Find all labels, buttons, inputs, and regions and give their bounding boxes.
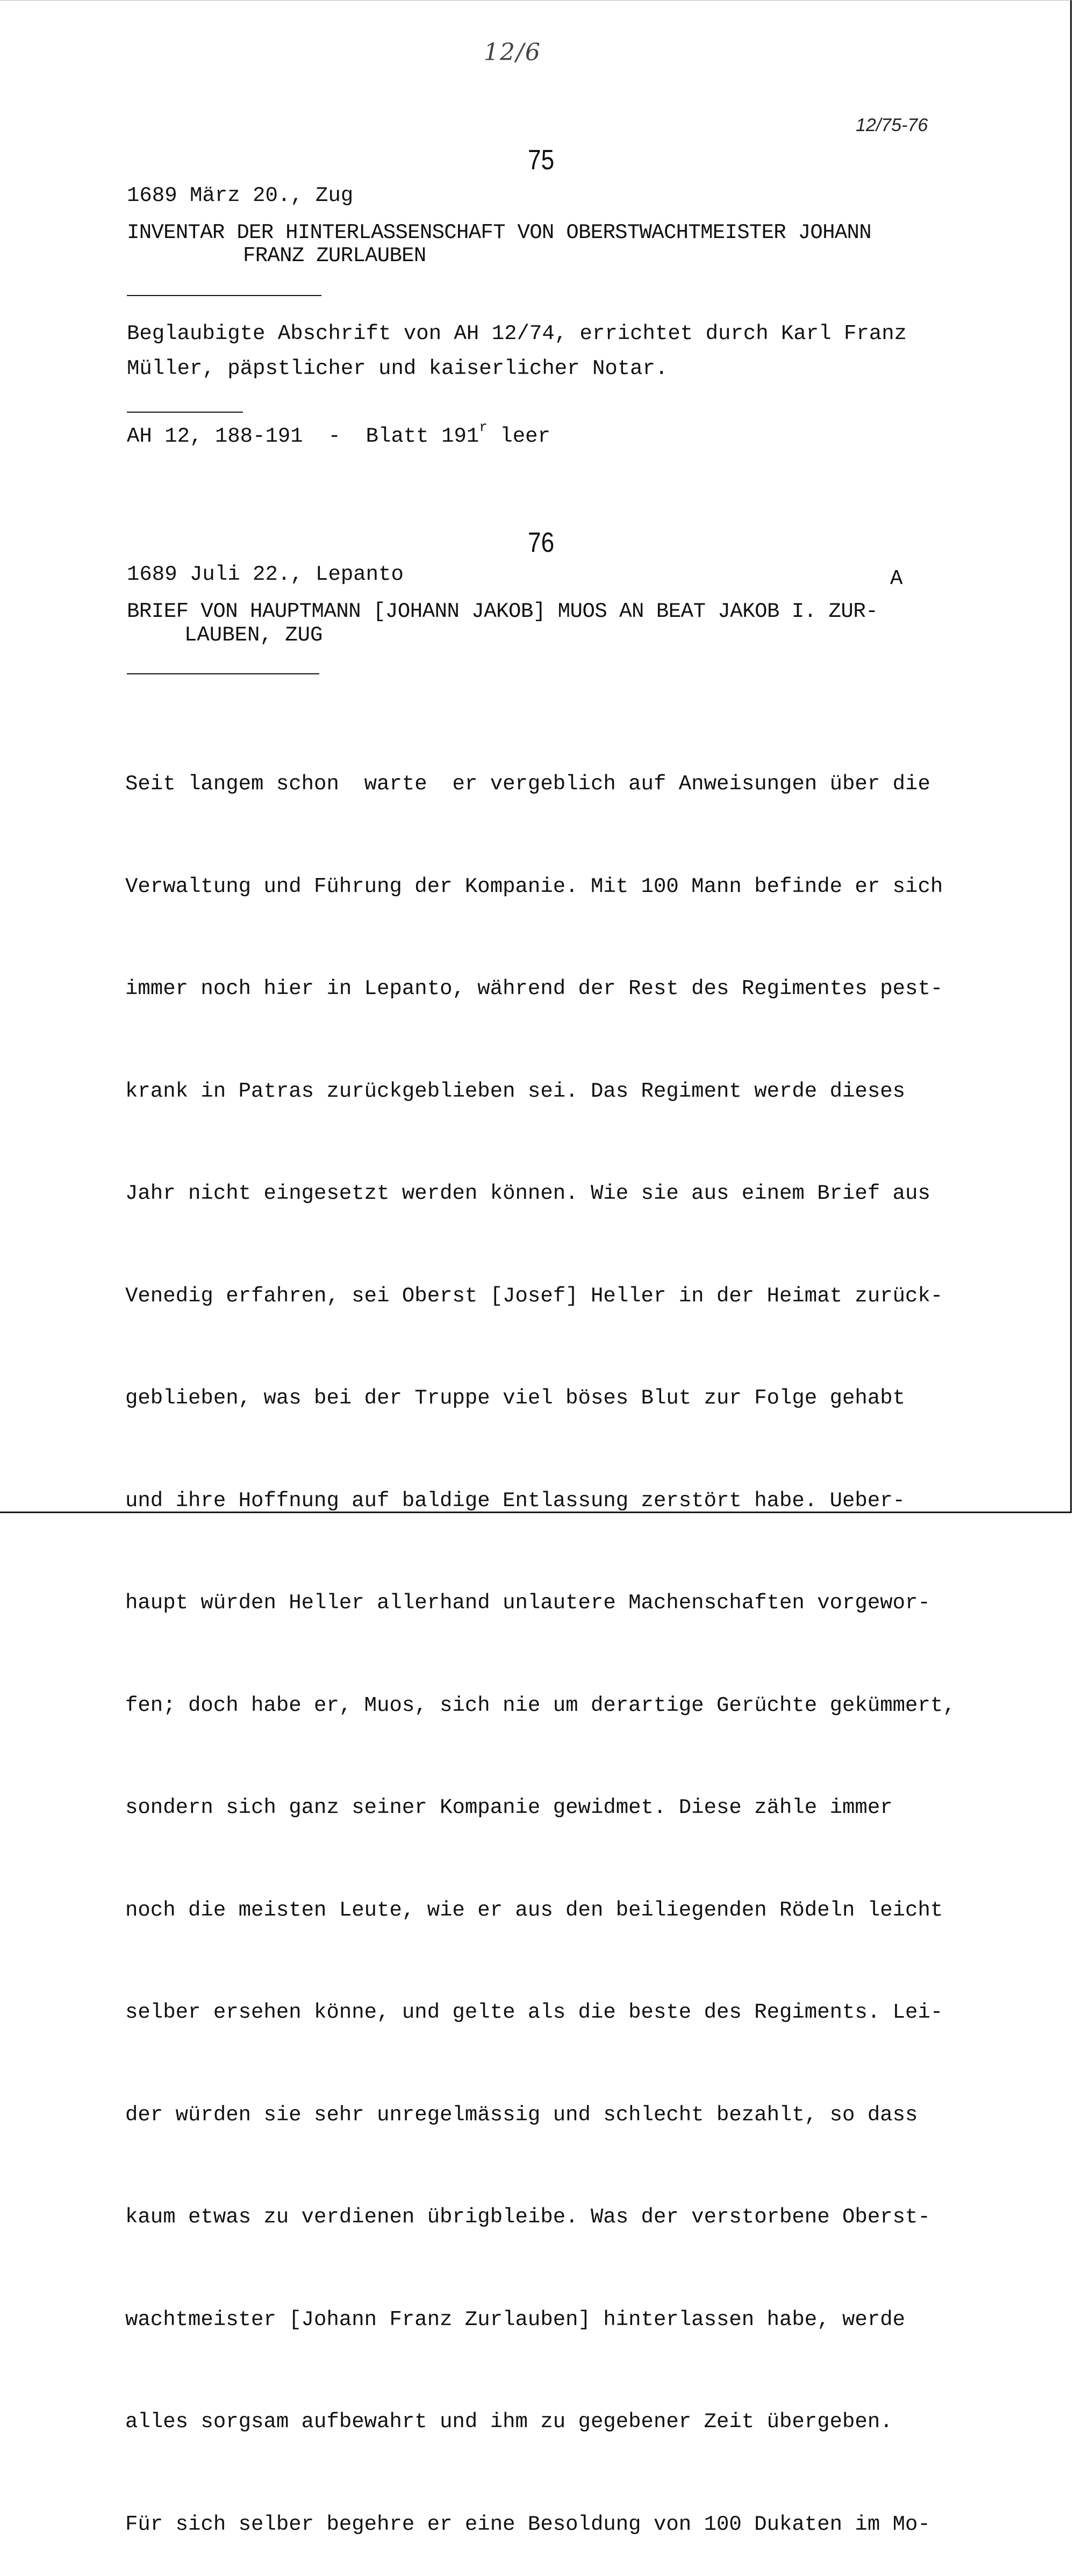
handwritten-annotation: 12/6 [484, 39, 541, 66]
divider-rule-short [127, 412, 243, 413]
letter-summary [125, 699, 956, 2576]
divider-rule [127, 295, 321, 296]
entry1-date-place: 1689 März 20., Zug [127, 184, 354, 207]
body-line: selber ersehen könne, und gelte als die beste des Regiments. Lei- [125, 2001, 943, 2024]
reference-number: 12/75-76 [856, 115, 928, 135]
body-line: Verwaltung und Führung der Kompanie. Mit 100 Mann befinde er sich [125, 874, 943, 898]
divider-rule [127, 673, 319, 674]
entry1-note-line1: Beglaubigte Abschrift von AH 12/74, errichtet durch Karl Franz [127, 322, 907, 346]
body-line: haupt würden Heller allerhand unlautere Machenschaften vorgewor- [125, 1591, 930, 1615]
body-line: alles sorgsam aufbewahrt und ihm zu gegebener Zeit übergeben. [125, 2410, 893, 2434]
entry1-title-line2: FRANZ ZURLAUBEN [243, 244, 426, 268]
body-line: krank in Patras zurückgeblieben sei. Das Regiment werde dieses [125, 1079, 906, 1103]
body-line: fen; doch habe er, Muos, sich nie um derartige Gerüchte gekümmert, [125, 1693, 956, 1717]
body-line: der würden sie sehr unregelmässig und schlecht bezahlt, so dass [125, 2103, 918, 2127]
body-line: Seit langem schon warte er vergeblich auf Anweisungen über die [125, 772, 930, 796]
entry2-date-place: 1689 Juli 22., Lepanto [127, 563, 404, 586]
entry-number-76: 76 [528, 527, 555, 558]
body-line: kaum etwas zu verdienen übrigbleibe. Was der verstorbene Oberst- [125, 2205, 930, 2229]
recto-superscript: r [479, 419, 488, 435]
body-line: wachtmeister [Johann Franz Zurlauben] hinterlassen habe, werde [125, 2307, 906, 2332]
entry2-title-line2: LAUBEN, ZUG [184, 623, 323, 647]
body-line: Venedig erfahren, sei Oberst [Josef] Heller in der Heimat zurück- [125, 1284, 943, 1308]
entry1-title-line1: INVENTAR DER HINTERLASSENSCHAFT VON OBERSTWACHTMEISTER JOHANN [127, 221, 871, 244]
body-line: Jahr nicht eingesetzt werden können. Wie sie aus einem Brief aus [125, 1182, 930, 1205]
body-line: immer noch hier in Lepanto, während der Rest des Regimentes pest- [125, 977, 943, 1001]
original-marker: A [890, 567, 903, 591]
entry-number-75: 75 [528, 145, 555, 176]
body-line: und ihre Hoffnung auf baldige Entlassung zerstört habe. Ueber- [125, 1488, 906, 1513]
entry2-title-line1: BRIEF VON HAUPTMANN [JOHANN JAKOB] MUOS AN BEAT JAKOB I. ZUR- [127, 600, 878, 623]
entry1-source-prefix: AH 12, 188-191 - Blatt 191 [127, 424, 479, 448]
body-line: noch die meisten Leute, wie er aus den beiliegenden Rödeln leicht [125, 1898, 943, 1922]
body-line: Für sich selber begehre er eine Besoldung von 100 Dukaten im Mo- [125, 2512, 930, 2536]
entry1-note-line2: Müller, päpstlicher und kaiserlicher Notar. [127, 357, 668, 380]
body-line: sondern sich ganz seiner Kompanie gewidmet. Diese zähle immer [125, 1796, 893, 1819]
entry1-source [127, 419, 550, 448]
body-line: geblieben, was bei der Truppe viel böses Blut zur Folge gehabt [125, 1386, 906, 1410]
entry1-source-suffix: leer [487, 424, 550, 448]
